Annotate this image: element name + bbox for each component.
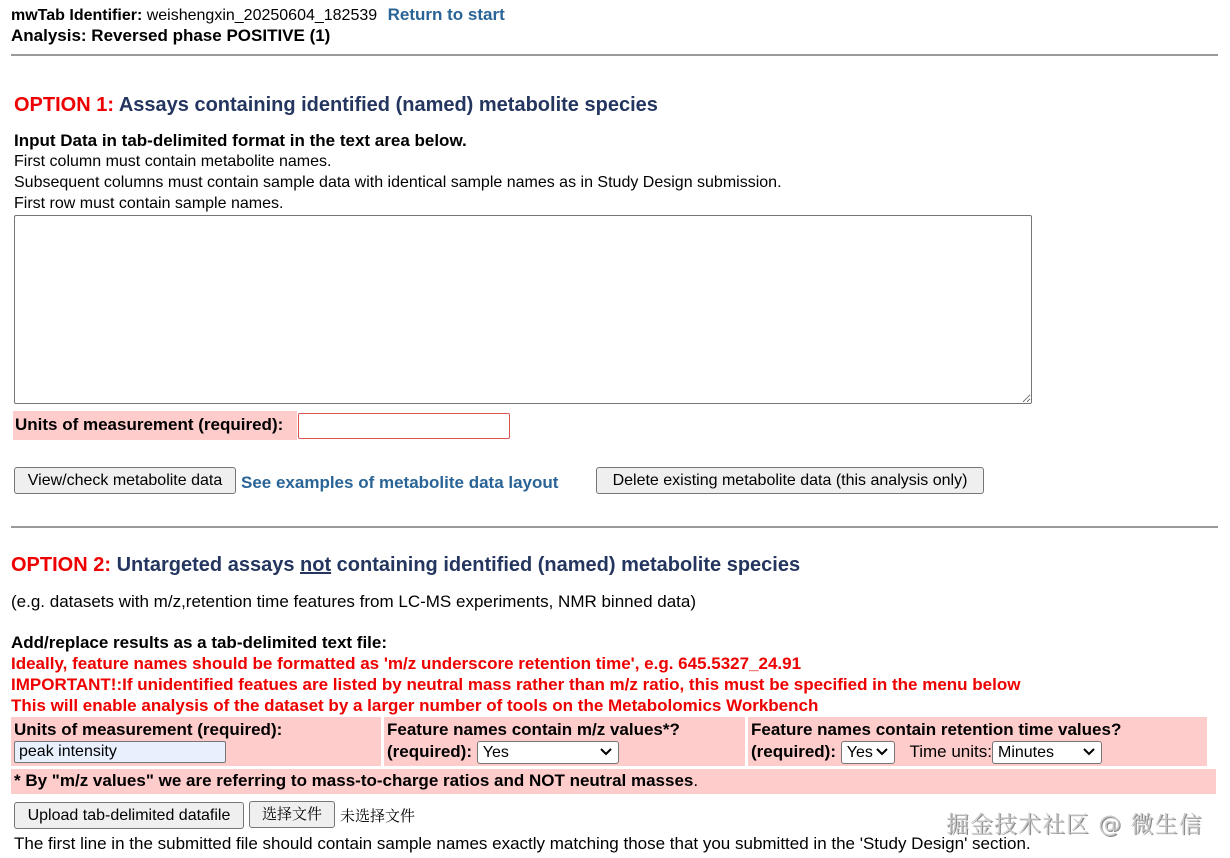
- option1-units-input[interactable]: [298, 413, 510, 439]
- option2-instructions: [11, 632, 1020, 716]
- mz-select-value: Yes: [482, 744, 509, 762]
- chevron-down-icon: [876, 748, 888, 756]
- option2-prefix: OPTION 2:: [11, 554, 112, 576]
- option2-settings-table: [8, 717, 1210, 766]
- return-to-start-link[interactable]: Return to start: [387, 5, 505, 24]
- option1-units-label: Units of measurement (required):: [15, 415, 284, 434]
- option2-title-before: Untargeted assays: [116, 554, 295, 576]
- choose-file-button[interactable]: 选择文件: [249, 801, 335, 828]
- chevron-down-icon: [1083, 748, 1095, 756]
- rt-cell: [748, 717, 1207, 766]
- mz-required-label: (required):: [387, 742, 472, 761]
- option2-subtitle: (e.g. datasets with m/z,retention time features from LC-MS experiments, NMR binned data): [11, 592, 696, 611]
- no-file-chosen-text: 未选择文件: [340, 807, 416, 825]
- rt-label: Feature names contain retention time values?: [751, 720, 1122, 739]
- option1-title: Assays containing identified (named) metabolite species: [118, 94, 658, 116]
- bottom-note: The first line in the submitted file should contain sample names exactly matching those that you submitted in the 'Study Design' section.: [14, 834, 1031, 853]
- warning-line: This will enable analysis of the dataset by a larger number of tools on the Metabolomics Workbench: [11, 696, 819, 715]
- time-units-label: Time units:: [909, 742, 992, 761]
- identifier-row: [11, 4, 505, 26]
- identifier-value: weishengxin_20250604_182539: [146, 7, 378, 24]
- option1-units-cell: [13, 411, 297, 440]
- rt-required-label: (required):: [751, 742, 836, 761]
- rt-select[interactable]: [841, 741, 895, 764]
- option2-units-input[interactable]: [14, 741, 226, 763]
- option1-heading: [14, 94, 658, 117]
- mz-label: Feature names contain m/z values*?: [387, 720, 680, 739]
- mz-footnote: * By "m/z values" we are referring to mass-to-charge ratios and NOT neutral masses: [14, 771, 694, 790]
- analysis-title: Analysis: Reversed phase POSITIVE (1): [11, 26, 331, 45]
- option1-instructions: [14, 130, 782, 214]
- divider-middle: [11, 526, 1218, 528]
- add-replace-heading: Add/replace results as a tab-delimited text file:: [11, 633, 388, 652]
- units-cell: [11, 717, 381, 766]
- instruction-line: Subsequent columns must contain sample data with identical sample names as in Study Design submission.: [14, 174, 782, 191]
- rt-select-value: Yes: [846, 744, 873, 762]
- view-check-metabolite-data-button[interactable]: View/check metabolite data: [14, 467, 236, 494]
- metabolite-data-textarea[interactable]: [14, 215, 1032, 404]
- option2-heading: [11, 554, 800, 577]
- time-units-select[interactable]: [992, 741, 1102, 764]
- warning-line: IMPORTANT!:If unidentified featues are listed by neutral mass rather than m/z ratio, this must be specified in the menu below: [11, 675, 1021, 694]
- time-units-select-value: Minutes: [997, 744, 1055, 762]
- mz-footnote-end: .: [693, 771, 699, 790]
- mz-cell: [384, 717, 745, 766]
- instructions-heading: Input Data in tab-delimited format in the text area below.: [14, 131, 467, 150]
- option2-title-not: not: [300, 554, 332, 576]
- option2-units-label: Units of measurement (required):: [14, 720, 283, 739]
- mz-select[interactable]: [477, 741, 619, 764]
- option2-title-after: containing identified (named) metabolite species: [336, 554, 801, 576]
- option1-prefix: OPTION 1:: [14, 94, 115, 116]
- mz-footnote-row: [11, 769, 1216, 794]
- warning-line: Ideally, feature names should be formatted as 'm/z underscore retention time', e.g. 645.5327_24.91: [11, 654, 802, 673]
- identifier-label: mwTab Identifier:: [11, 7, 143, 24]
- watermark: 掘金技术社区 @ 微生信: [946, 812, 1203, 838]
- see-examples-link[interactable]: See examples of metabolite data layout: [241, 473, 559, 492]
- chevron-down-icon: [600, 748, 612, 756]
- instruction-line: First row must contain sample names.: [14, 195, 284, 212]
- delete-metabolite-data-button[interactable]: Delete existing metabolite data (this analysis only): [596, 467, 984, 494]
- divider-top: [11, 54, 1218, 56]
- upload-datafile-button[interactable]: Upload tab-delimited datafile: [14, 802, 244, 829]
- instruction-line: First column must contain metabolite names.: [14, 153, 332, 170]
